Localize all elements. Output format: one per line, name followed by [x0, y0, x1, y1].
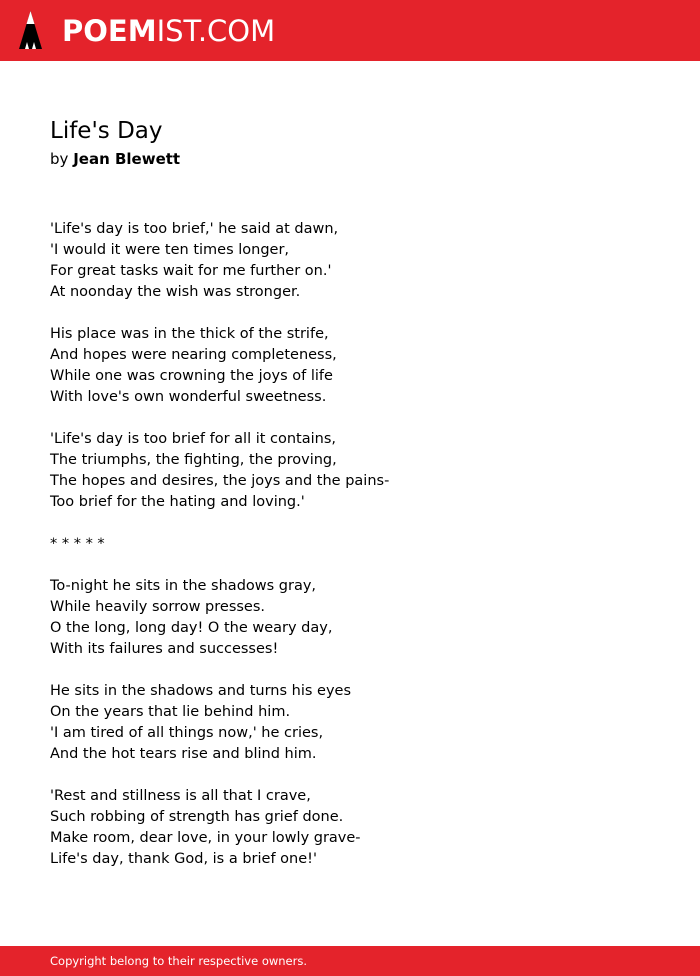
poem-line: 'Life's day is too brief for all it contains,	[50, 431, 337, 447]
poem-line: 'I would it were ten times longer,	[50, 242, 290, 258]
poem-stanza	[50, 429, 650, 513]
poem-line: At noonday the wish was stronger.	[50, 284, 301, 300]
copyright-text: Copyright belong to their respective owners.	[50, 954, 308, 968]
poem-line: And the hot tears rise and blind him.	[50, 746, 317, 762]
poem-line: 'I am tired of all things now,' he cries,	[50, 725, 324, 741]
poem-line: O the long, long day! O the weary day,	[50, 620, 333, 636]
poem-line: The triumphs, the fighting, the proving,	[50, 452, 337, 468]
poem-line: The hopes and desires, the joys and the pains-	[50, 473, 390, 489]
poem-line: While one was crowning the joys of life	[50, 368, 333, 384]
poem-line: 'Rest and stillness is all that I crave,	[50, 788, 311, 804]
poem-line: And hopes were nearing completeness,	[50, 347, 337, 363]
site-header	[0, 0, 700, 61]
poem-line: On the years that lie behind him.	[50, 704, 291, 720]
poem-line: He sits in the shadows and turns his eyes	[50, 683, 352, 699]
by-label: by	[50, 150, 69, 168]
poem-stanza	[50, 324, 650, 408]
pencil-logo-icon[interactable]	[17, 9, 44, 51]
poem-line: To-night he sits in the shadows gray,	[50, 578, 317, 594]
logo-bold-text: POEM	[62, 14, 157, 48]
poem-stanza	[50, 786, 650, 870]
logo-light-text: IST.COM	[156, 14, 276, 48]
poem-author: Jean Blewett	[73, 150, 181, 168]
poem-line: Life's day, thank God, is a brief one!'	[50, 851, 317, 867]
site-footer	[0, 946, 700, 976]
poem-line: Such robbing of strength has grief done.	[50, 809, 344, 825]
poem-body	[50, 219, 650, 891]
poem-line: Make room, dear love, in your lowly grave-	[50, 830, 361, 846]
poem-line: His place was in the thick of the strife,	[50, 326, 329, 342]
poem-stanza	[50, 681, 650, 765]
poem-line: With love's own wonderful sweetness.	[50, 389, 327, 405]
site-logo[interactable]	[62, 12, 275, 50]
poem-line: While heavily sorrow presses.	[50, 599, 266, 615]
poem-line: With its failures and successes!	[50, 641, 279, 657]
poem-stanza	[50, 576, 650, 660]
poem-line: Too brief for the hating and loving.'	[50, 494, 305, 510]
poem-stanza	[50, 219, 650, 303]
poem-line: * * * * *	[50, 536, 105, 552]
poem-stanza	[50, 534, 650, 555]
poem-line: 'Life's day is too brief,' he said at dawn,	[50, 221, 339, 237]
poem-title: Life's Day	[50, 118, 163, 144]
poem-line: For great tasks wait for me further on.'	[50, 263, 332, 279]
poem-byline	[50, 149, 180, 169]
